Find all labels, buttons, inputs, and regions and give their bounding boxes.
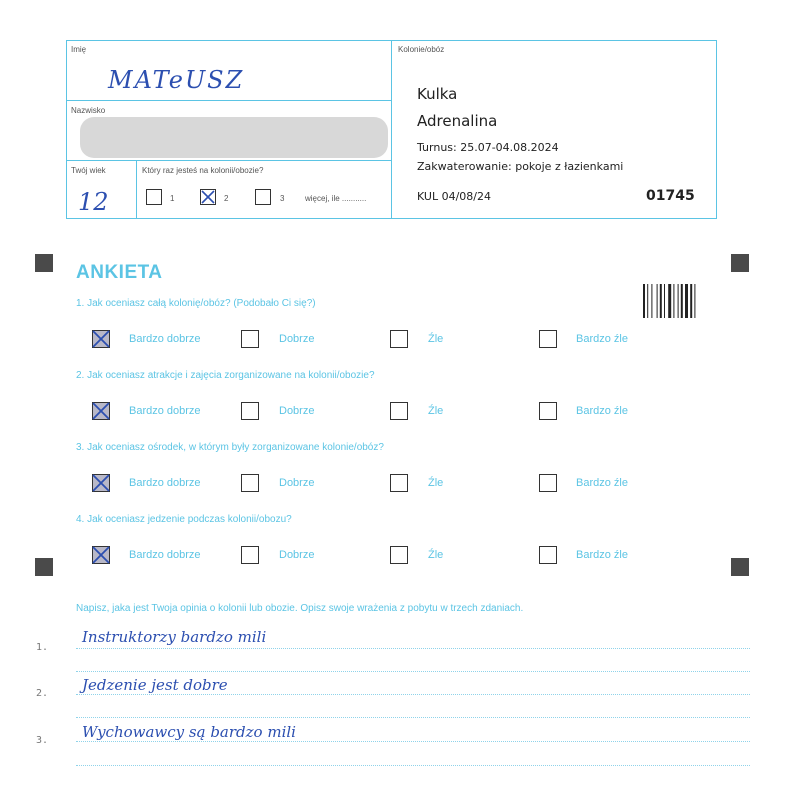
- answer-line-1: [76, 648, 750, 649]
- q1-checkbox-2[interactable]: [241, 330, 259, 348]
- nazwisko-label: Nazwisko: [71, 106, 106, 115]
- q3-checkbox-4[interactable]: [539, 474, 557, 492]
- wiek-value: 12: [78, 188, 109, 216]
- header-divider-h1: [66, 100, 391, 101]
- q3-checkbox-2[interactable]: [241, 474, 259, 492]
- q2-checkbox-2[interactable]: [241, 402, 259, 420]
- q3-checkbox-3[interactable]: [390, 474, 408, 492]
- q4-option-label-1: Bardzo dobrze: [129, 549, 201, 561]
- q2-option-label-1: Bardzo dobrze: [129, 405, 201, 417]
- q2-option-label-4: Bardzo źle: [576, 405, 628, 417]
- answer-text-1: Instruktorzy bardzo mili: [82, 628, 267, 646]
- header-divider-vertical: [391, 40, 392, 219]
- answer-text-3: Wychowawcy są bardzo mili: [82, 723, 296, 741]
- ktory-raz-checkbox-3[interactable]: [255, 189, 271, 205]
- imie-value: MATeUSZ: [108, 66, 245, 94]
- q3-option-label-4: Bardzo źle: [576, 477, 628, 489]
- line-number-1: 1.: [36, 642, 49, 653]
- answer-line-2b: [76, 717, 750, 718]
- registration-marker-bottom-left: [35, 558, 53, 576]
- answer-line-3: [76, 741, 750, 742]
- ktory-raz-more: więcej, ile ...........: [305, 194, 367, 203]
- q4-option-label-3: Źle: [428, 549, 444, 561]
- q1-option-label-4: Bardzo źle: [576, 333, 628, 345]
- kolonia-program: Adrenalina: [417, 112, 498, 130]
- turnus: Turnus: 25.07-04.08.2024: [417, 141, 559, 154]
- registration-marker-top-right: [731, 254, 749, 272]
- imie-label: Imię: [71, 45, 87, 54]
- q1-checkbox-4[interactable]: [539, 330, 557, 348]
- checkbox-cross-icon: [200, 189, 216, 205]
- question-4: 4. Jak oceniasz jedzenie podczas kolonii/obozu?: [76, 514, 292, 525]
- question-1: 1. Jak oceniasz całą kolonię/obóz? (Podobało Ci się?): [76, 298, 316, 309]
- q3-option-label-2: Dobrze: [279, 477, 315, 489]
- q3-checkbox-1[interactable]: [92, 474, 110, 492]
- q2-option-label-2: Dobrze: [279, 405, 315, 417]
- ktory-raz-checkbox-2[interactable]: [200, 189, 216, 205]
- header-divider-age: [136, 160, 137, 219]
- q2-checkbox-4[interactable]: [539, 402, 557, 420]
- answer-line-2: [76, 694, 750, 695]
- q1-option-label-2: Dobrze: [279, 333, 315, 345]
- registration-marker-top-left: [35, 254, 53, 272]
- q2-option-label-3: Źle: [428, 405, 444, 417]
- q2-checkbox-1[interactable]: [92, 402, 110, 420]
- q4-option-label-4: Bardzo źle: [576, 549, 628, 561]
- kolonia-name: Kulka: [417, 85, 458, 103]
- answer-text-2: Jedzenie jest dobre: [82, 676, 228, 694]
- q3-option-label-1: Bardzo dobrze: [129, 477, 201, 489]
- answer-line-3b: [76, 765, 750, 766]
- checkbox-cross-icon: [91, 545, 111, 565]
- q3-option-label-3: Źle: [428, 477, 444, 489]
- q4-option-label-2: Dobrze: [279, 549, 315, 561]
- kolonia-code: KUL 04/08/24: [417, 190, 491, 203]
- kolonia-label: Kolonie/obóz: [398, 45, 445, 54]
- q2-checkbox-3[interactable]: [390, 402, 408, 420]
- redacted-surname: [80, 117, 388, 158]
- ktory-raz-option-3: 3: [280, 194, 285, 203]
- ktory-raz-checkbox-1[interactable]: [146, 189, 162, 205]
- q4-checkbox-1[interactable]: [92, 546, 110, 564]
- opinion-prompt: Napisz, jaka jest Twoja opinia o kolonii lub obozie. Opisz swoje wrażenia z pobytu w trzech zdaniach.: [76, 603, 524, 614]
- survey-title: ANKIETA: [76, 262, 163, 283]
- wiek-label: Twój wiek: [71, 166, 106, 175]
- zakwaterowanie: Zakwaterowanie: pokoje z łazienkami: [417, 160, 624, 173]
- form-number: 01745: [646, 188, 695, 204]
- q4-checkbox-2[interactable]: [241, 546, 259, 564]
- ktory-raz-option-1: 1: [170, 194, 175, 203]
- q1-option-label-3: Źle: [428, 333, 444, 345]
- header-divider-h2: [66, 160, 391, 161]
- ktory-raz-option-2: 2: [224, 194, 229, 203]
- q1-checkbox-1[interactable]: [92, 330, 110, 348]
- answer-line-1b: [76, 671, 750, 672]
- q1-checkbox-3[interactable]: [390, 330, 408, 348]
- checkbox-cross-icon: [91, 473, 111, 493]
- barcode-icon: [643, 284, 699, 318]
- line-number-2: 2.: [36, 688, 49, 699]
- checkbox-cross-icon: [91, 329, 111, 349]
- registration-marker-bottom-right: [731, 558, 749, 576]
- checkbox-cross-icon: [91, 401, 111, 421]
- q4-checkbox-4[interactable]: [539, 546, 557, 564]
- question-2: 2. Jak oceniasz atrakcje i zajęcia zorganizowane na kolonii/obozie?: [76, 370, 375, 381]
- ktory-raz-label: Który raz jesteś na kolonii/obozie?: [142, 166, 264, 175]
- question-3: 3. Jak oceniasz ośrodek, w którym były zorganizowane kolonie/obóz?: [76, 442, 384, 453]
- q1-option-label-1: Bardzo dobrze: [129, 333, 201, 345]
- q4-checkbox-3[interactable]: [390, 546, 408, 564]
- line-number-3: 3.: [36, 735, 49, 746]
